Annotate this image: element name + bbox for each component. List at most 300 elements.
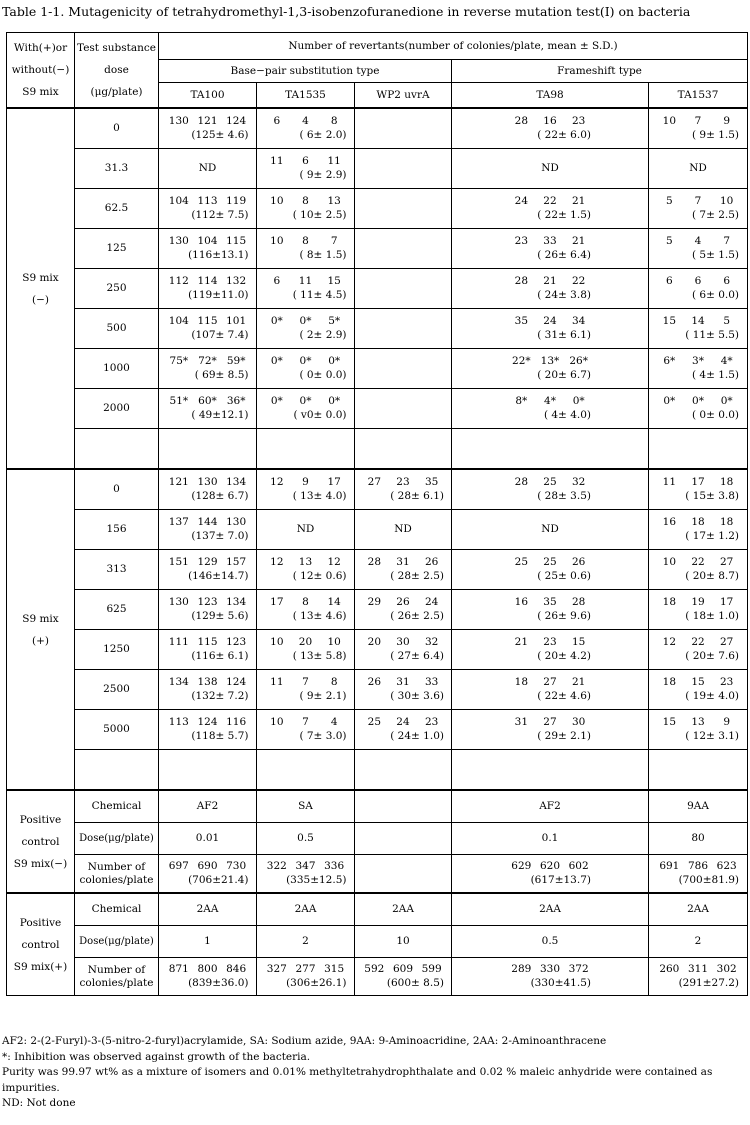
colony-count: 629 xyxy=(511,860,532,872)
colony-count: 6* xyxy=(663,355,676,367)
colony-count: 8* xyxy=(515,395,528,407)
colony-count: 11 xyxy=(270,155,284,167)
table-row xyxy=(7,469,748,510)
footnote-abbreviations: AF2: 2-(2-Furyl)-3-(5-nitro-2-furyl)acrylamide, SA: Sodium azide, 9AA: 9-Aminoacridine, 2AA: 2-Aminoanthracene xyxy=(2,1035,607,1047)
cell-ta100 xyxy=(159,269,257,309)
dose-cell: 500 xyxy=(75,309,159,349)
mean-sd: ( 4± 1.5) xyxy=(691,369,739,381)
colony-count: 289 xyxy=(511,963,532,975)
control-chemical-row xyxy=(7,790,748,823)
colony-count: 21 xyxy=(571,676,586,688)
colony-count: 15 xyxy=(662,716,677,728)
cell-ta1535 xyxy=(257,670,355,710)
colony-count: 0* xyxy=(328,395,341,407)
count-group xyxy=(507,315,593,342)
colony-count: 28 xyxy=(367,556,382,568)
cell-ta98 xyxy=(452,710,649,750)
control-dose-wp2 xyxy=(355,823,452,855)
count-group xyxy=(360,556,446,583)
colony-count: 130 xyxy=(226,516,247,528)
mean-sd: ( 7± 3.0) xyxy=(299,730,347,742)
control-label-line: S9 mix(−) xyxy=(13,857,68,870)
cell-ta1537 xyxy=(649,590,748,630)
cell-ta98 xyxy=(452,510,649,550)
table-row xyxy=(7,189,748,229)
colony-count: 138 xyxy=(197,676,218,688)
dose-cell: 62.5 xyxy=(75,189,159,229)
mean-sd: ( 22± 4.6) xyxy=(537,690,591,702)
control-count-row xyxy=(7,855,748,894)
colony-count: 132 xyxy=(226,275,247,287)
count-group xyxy=(263,596,349,623)
colony-count: 9 xyxy=(723,115,731,127)
colony-count: 10 xyxy=(719,195,734,207)
cell-wp2 xyxy=(355,349,452,389)
count-group xyxy=(655,355,741,382)
control-chemical-ta98: 2AA xyxy=(452,893,649,926)
count-group xyxy=(360,596,446,623)
mean-sd: ( 18± 1.0) xyxy=(685,610,739,622)
colony-count: 115 xyxy=(197,636,218,648)
colony-count: 11 xyxy=(662,476,677,488)
control-chemical-ta100: 2AA xyxy=(159,893,257,926)
mean-sd: (291±27.2) xyxy=(678,977,739,989)
colony-count: 28 xyxy=(514,275,529,287)
cell-ta100 xyxy=(159,149,257,189)
colony-count: 609 xyxy=(392,963,414,975)
cell-wp2 xyxy=(355,590,452,630)
colony-count: 330 xyxy=(539,963,561,975)
cell-ta100 xyxy=(159,469,257,510)
colony-count: 123 xyxy=(197,596,218,608)
count-group xyxy=(263,315,349,342)
cell-ta1535 xyxy=(257,710,355,750)
dose-cell: 250 xyxy=(75,269,159,309)
colony-count: 10 xyxy=(662,556,677,568)
mean-sd: ( 8± 1.5) xyxy=(299,249,347,261)
colony-count: 24 xyxy=(543,315,557,327)
cell-ta1537 xyxy=(649,630,748,670)
cell-ta1537 xyxy=(649,670,748,710)
table-row xyxy=(7,590,748,630)
colony-count: 0* xyxy=(270,315,283,327)
table-row xyxy=(7,269,748,309)
table-row xyxy=(7,550,748,590)
control-label-line: control xyxy=(21,835,60,848)
count-group xyxy=(655,315,741,342)
count-group xyxy=(360,636,446,663)
colony-count: 33 xyxy=(424,676,439,688)
colony-count: 101 xyxy=(226,315,247,327)
mean-sd: (132± 7.2) xyxy=(191,690,249,702)
colony-count: 13 xyxy=(691,716,705,728)
colony-count: 26* xyxy=(569,355,588,367)
mean-sd: ( 28± 2.5) xyxy=(390,570,444,582)
count-group xyxy=(360,676,446,703)
empty-cell xyxy=(257,750,355,791)
colony-count: 5 xyxy=(666,235,673,247)
mean-sd: ( 31± 6.1) xyxy=(537,329,591,341)
cell-wp2 xyxy=(355,469,452,510)
mean-sd: ( 26± 9.6) xyxy=(537,610,591,622)
header-dose-line: Test substance xyxy=(77,42,156,54)
colony-count: 690 xyxy=(197,860,218,872)
count-group xyxy=(165,275,251,302)
empty-cell xyxy=(452,429,649,470)
cell-wp2 xyxy=(355,108,452,149)
colony-count: 35 xyxy=(424,476,439,488)
colony-count: 72* xyxy=(198,355,217,367)
mean-sd: (125± 4.6) xyxy=(191,129,249,141)
cell-ta1535 xyxy=(257,469,355,510)
colony-count: 31 xyxy=(396,556,410,568)
colony-count: 13* xyxy=(540,355,560,367)
header-revertants: Number of revertants(number of colonies/plate, mean ± S.D.) xyxy=(159,33,748,60)
header-strain-ta100: TA100 xyxy=(159,83,257,109)
colony-count: 10 xyxy=(270,636,284,648)
control-dose-ta1537: 2 xyxy=(649,926,748,958)
table-row xyxy=(7,229,748,269)
count-group xyxy=(165,315,251,342)
colony-count: 115 xyxy=(197,315,218,327)
table-row xyxy=(7,309,748,349)
cell-ta1535 xyxy=(257,510,355,550)
cell-ta100 xyxy=(159,855,257,894)
table-row xyxy=(7,630,748,670)
colony-count: 33 xyxy=(543,235,557,247)
control-count-row xyxy=(7,958,748,996)
count-group xyxy=(165,476,251,503)
colony-count: 12 xyxy=(327,556,341,568)
control-dose-label: Dose(μg/plate) xyxy=(75,823,159,855)
count-group xyxy=(165,395,251,422)
control-dose-wp2: 10 xyxy=(355,926,452,958)
colony-count: 7 xyxy=(302,676,309,688)
header-dose-line: dose xyxy=(104,64,129,76)
colony-count: 6 xyxy=(666,275,673,287)
footnote-purity: Purity was 99.97 wt% as a mixture of isomers and 0.01% methyltetrahydrophthalate and 0.02 % maleic anhydride were contained as impurities. xyxy=(2,1066,713,1094)
colony-count: 24 xyxy=(396,716,410,728)
cell-ta1537 xyxy=(649,855,748,894)
empty-row xyxy=(7,750,748,791)
colony-count: 7 xyxy=(694,115,702,127)
mean-sd: ( 22± 6.0) xyxy=(537,129,591,141)
dose-cell: 1000 xyxy=(75,349,159,389)
colony-count: 129 xyxy=(197,556,218,568)
colony-count: 336 xyxy=(324,860,345,872)
header-with-without-line: without(−) xyxy=(11,64,70,76)
colony-count: 124 xyxy=(226,676,247,688)
colony-count: 104 xyxy=(168,315,189,327)
mean-sd: ( 13± 4.0) xyxy=(292,490,347,502)
count-group xyxy=(165,115,251,142)
control-label xyxy=(7,790,75,893)
empty-cell xyxy=(159,750,257,791)
count-group xyxy=(360,716,446,743)
table-row xyxy=(7,670,748,710)
colony-count: 18 xyxy=(719,516,734,528)
colony-count: 23 xyxy=(571,115,586,127)
colony-count: 7 xyxy=(694,195,702,207)
cell-wp2 xyxy=(355,189,452,229)
table-row xyxy=(7,149,748,189)
control-chemical-label: Chemical xyxy=(75,893,159,926)
colony-count: 60* xyxy=(198,395,217,407)
colony-count: 28 xyxy=(514,476,529,488)
dose-cell: 0 xyxy=(75,108,159,149)
cell-ta1537 xyxy=(649,510,748,550)
mean-sd: ( 15± 3.8) xyxy=(685,490,739,502)
footnotes xyxy=(2,1034,742,1112)
cell-ta1535 xyxy=(257,309,355,349)
mean-sd: ( 9± 1.5) xyxy=(691,129,739,141)
colony-count: 10 xyxy=(327,636,341,648)
control-label-line: control xyxy=(21,938,60,951)
colony-count: 121 xyxy=(168,476,189,488)
colony-count: 111 xyxy=(168,636,189,648)
colony-count: 8 xyxy=(330,676,338,688)
empty-cell xyxy=(355,750,452,791)
control-dose-ta1535: 0.5 xyxy=(257,823,355,855)
dose-cell: 125 xyxy=(75,229,159,269)
control-chemical-wp2 xyxy=(355,790,452,823)
colony-count: 25 xyxy=(367,716,382,728)
count-group xyxy=(655,395,741,422)
colony-count: 26 xyxy=(367,676,382,688)
cell-ta1535 xyxy=(257,269,355,309)
colony-count: 871 xyxy=(168,963,189,975)
group-label-line: S9 mix xyxy=(22,612,59,625)
cell-wp2 xyxy=(355,958,452,996)
nd-value: ND xyxy=(541,162,559,174)
control-count-label-line: colonies/plate xyxy=(79,873,154,886)
colony-count: 599 xyxy=(421,963,442,975)
header-with-without xyxy=(7,33,75,109)
colony-count: 4 xyxy=(302,115,309,127)
colony-count: 8 xyxy=(302,195,309,207)
header-strain-ta1535: TA1535 xyxy=(257,83,355,109)
control-dose-ta100: 1 xyxy=(159,926,257,958)
colony-count: 9 xyxy=(723,716,731,728)
colony-count: 14 xyxy=(327,596,341,608)
colony-count: 114 xyxy=(197,275,218,287)
table-row xyxy=(7,349,748,389)
colony-count: 0* xyxy=(299,315,312,327)
mean-sd: ( 28± 6.1) xyxy=(390,490,444,502)
count-group xyxy=(507,115,593,142)
colony-count: 24 xyxy=(424,596,439,608)
colony-count: 17 xyxy=(327,476,341,488)
colony-count: 8 xyxy=(302,235,309,247)
cell-ta1537 xyxy=(649,189,748,229)
cell-ta100 xyxy=(159,710,257,750)
cell-ta98 xyxy=(452,550,649,590)
count-group xyxy=(165,636,251,663)
colony-count: 322 xyxy=(266,860,287,872)
cell-ta1535 xyxy=(257,349,355,389)
control-dose-ta1535: 2 xyxy=(257,926,355,958)
mean-sd: (330±41.5) xyxy=(530,977,591,989)
control-label-line: S9 mix(+) xyxy=(13,960,68,973)
cell-ta100 xyxy=(159,958,257,996)
table-row xyxy=(7,108,748,149)
colony-count: 5* xyxy=(328,315,341,327)
dose-cell: 313 xyxy=(75,550,159,590)
colony-count: 327 xyxy=(266,963,287,975)
count-group xyxy=(655,556,741,583)
cell-ta98 xyxy=(452,108,649,149)
cell-ta100 xyxy=(159,670,257,710)
colony-count: 112 xyxy=(168,275,189,287)
colony-count: 116 xyxy=(226,716,247,728)
colony-count: 10 xyxy=(270,235,284,247)
mean-sd: ( 17± 1.2) xyxy=(685,530,739,542)
mean-sd: ( 4± 4.0) xyxy=(543,409,591,421)
count-group xyxy=(507,395,593,422)
colony-count: 31 xyxy=(396,676,410,688)
mean-sd: ( 9± 2.1) xyxy=(299,690,347,702)
cell-wp2 xyxy=(355,149,452,189)
control-chemical-ta1537: 9AA xyxy=(649,790,748,823)
colony-count: 602 xyxy=(568,860,589,872)
dose-cell: 2000 xyxy=(75,389,159,429)
colony-count: 17 xyxy=(270,596,284,608)
count-group xyxy=(263,275,349,302)
colony-count: 113 xyxy=(168,716,189,728)
nd-value: ND xyxy=(296,523,315,535)
colony-count: 130 xyxy=(168,115,189,127)
colony-count: 18 xyxy=(691,516,705,528)
colony-count: 18 xyxy=(662,596,677,608)
cell-ta98 xyxy=(452,189,649,229)
mean-sd: ( 12± 3.1) xyxy=(685,730,739,742)
cell-ta1535 xyxy=(257,590,355,630)
colony-count: 24 xyxy=(514,195,529,207)
colony-count: 26 xyxy=(424,556,439,568)
count-group xyxy=(655,235,741,262)
colony-count: 13 xyxy=(327,195,341,207)
colony-count: 29 xyxy=(367,596,382,608)
cell-ta98 xyxy=(452,269,649,309)
colony-count: 35 xyxy=(543,596,557,608)
count-group xyxy=(507,676,593,703)
colony-count: 75* xyxy=(169,355,189,367)
colony-count: 846 xyxy=(226,963,247,975)
colony-count: 32 xyxy=(424,636,439,648)
mean-sd: ( 9± 2.9) xyxy=(299,169,347,181)
cell-ta100 xyxy=(159,630,257,670)
colony-count: 21 xyxy=(571,235,586,247)
empty-cell xyxy=(159,429,257,470)
cell-ta1535 xyxy=(257,108,355,149)
count-group xyxy=(263,860,349,887)
mean-sd: ( 12± 0.6) xyxy=(292,570,347,582)
cell-ta100 xyxy=(159,510,257,550)
mean-sd: ( 5± 1.5) xyxy=(691,249,739,261)
mean-sd: ( 20± 7.6) xyxy=(685,650,739,662)
mean-sd: ( 26± 6.4) xyxy=(537,249,591,261)
mean-sd: ( 30± 3.6) xyxy=(390,690,444,702)
colony-count: 16 xyxy=(514,596,529,608)
colony-count: 25 xyxy=(514,556,529,568)
control-dose-ta100: 0.01 xyxy=(159,823,257,855)
colony-count: 0* xyxy=(663,395,676,407)
mean-sd: (137± 7.0) xyxy=(191,530,249,542)
colony-count: 130 xyxy=(197,476,218,488)
dose-cell: 5000 xyxy=(75,710,159,750)
colony-count: 10 xyxy=(662,115,677,127)
cell-ta100 xyxy=(159,189,257,229)
colony-count: 144 xyxy=(197,516,218,528)
control-dose-ta98: 0.1 xyxy=(452,823,649,855)
colony-count: 315 xyxy=(324,963,345,975)
cell-ta1535 xyxy=(257,630,355,670)
mean-sd: (700±81.9) xyxy=(678,874,739,886)
colony-count: 15 xyxy=(327,275,341,287)
table-row xyxy=(7,510,748,550)
colony-count: 0* xyxy=(692,395,704,407)
colony-count: 26 xyxy=(571,556,586,568)
colony-count: 27 xyxy=(719,556,734,568)
cell-ta1537 xyxy=(649,958,748,996)
count-group xyxy=(360,476,446,503)
cell-ta1535 xyxy=(257,229,355,269)
colony-count: 21 xyxy=(543,275,557,287)
cell-ta98 xyxy=(452,590,649,630)
mean-sd: ( 0± 0.0) xyxy=(691,409,739,421)
cell-wp2 xyxy=(355,670,452,710)
colony-count: 157 xyxy=(226,556,247,568)
colony-count: 11 xyxy=(327,155,341,167)
cell-ta100 xyxy=(159,309,257,349)
count-group xyxy=(263,476,349,503)
mean-sd: ( 28± 3.5) xyxy=(537,490,591,502)
control-dose-row xyxy=(7,926,748,958)
dose-cell: 0 xyxy=(75,469,159,510)
colony-count: 124 xyxy=(226,115,247,127)
count-group xyxy=(507,476,593,503)
group-label-line: (+) xyxy=(32,634,49,647)
mutagenicity-table xyxy=(6,32,748,996)
colony-count: 134 xyxy=(168,676,189,688)
colony-count: 12 xyxy=(662,636,677,648)
colony-count: 25 xyxy=(543,556,557,568)
cell-ta1535 xyxy=(257,189,355,229)
colony-count: 12 xyxy=(270,556,284,568)
colony-count: 13 xyxy=(298,556,313,568)
colony-count: 7 xyxy=(302,716,309,728)
cell-ta1537 xyxy=(649,469,748,510)
count-group xyxy=(507,355,593,382)
footnote-nd: ND: Not done xyxy=(2,1097,76,1109)
colony-count: 22 xyxy=(691,636,705,648)
colony-count: 137 xyxy=(168,516,189,528)
colony-count: 620 xyxy=(539,860,561,872)
mean-sd: ( 6± 2.0) xyxy=(299,129,347,141)
colony-count: 20 xyxy=(298,636,313,648)
colony-count: 23 xyxy=(396,476,410,488)
cell-ta1537 xyxy=(649,550,748,590)
control-chemical-wp2: 2AA xyxy=(355,893,452,926)
colony-count: 31 xyxy=(514,716,529,728)
colony-count: 27 xyxy=(367,476,382,488)
mean-sd: (119±11.0) xyxy=(188,289,249,301)
group-label xyxy=(7,469,75,790)
mean-sd: ( 19± 4.0) xyxy=(685,690,739,702)
colony-count: 124 xyxy=(197,716,218,728)
mutagenicity-table-container xyxy=(6,32,747,996)
count-group xyxy=(507,195,593,222)
